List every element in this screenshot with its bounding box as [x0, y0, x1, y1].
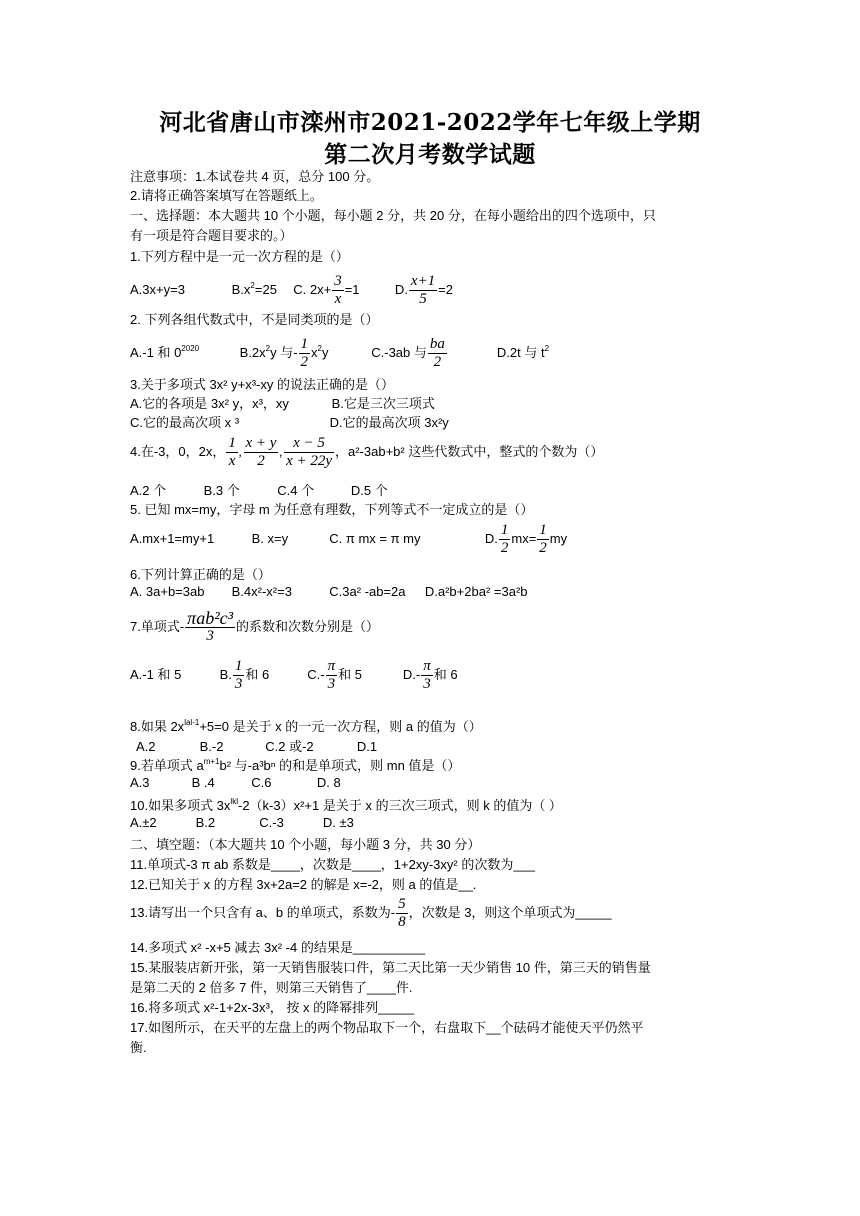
notice-line2: 2.请将正确答案填写在答题纸上。: [130, 188, 323, 203]
q1-d-fraction: $\frac{x+1}{5}$: [410, 273, 436, 308]
q6-option-c: C.3a² -ab=2a: [329, 584, 406, 599]
q3-option-c: C.它的最高次项 x ³: [130, 415, 240, 430]
q4-option-a: A.2 个: [130, 483, 167, 498]
q5-options: [130, 518, 567, 560]
q12: 12.已知关于 x 的方程 3x+2a=2 的解是 x=-2，则 a 的值是__.: [130, 877, 477, 892]
q3-option-b: B.它是三次三项式: [331, 396, 435, 411]
q8-options: [136, 736, 377, 755]
q10-option-a: A.±2: [130, 815, 157, 830]
q4-stem: 4.在-3，0，2x， $\frac{1}{x}$ , $\frac{x + y}{2}$ , $\frac{x - 5}{x + 22y}$ ，a²-3ab+b² 这些代数式中，整式的个数为（）: [130, 435, 604, 470]
q7-c-fraction: $\frac{\pi}{3}$: [327, 658, 336, 693]
q16: 16.将多项式 x²-1+2x-3x³， 按 x 的降幂排列_____: [130, 1000, 415, 1015]
q7-options: [130, 654, 458, 696]
q8-option-b: B.-2: [199, 739, 224, 754]
q2-option-a: A.-1 和 $0^{2020}$: [130, 344, 200, 360]
q9-option-b: B .4: [191, 775, 215, 790]
q6-option-a: A. 3a+b=3ab: [130, 584, 205, 599]
q3-option-a: A.它的各项是 3x² y，x³，xy: [130, 396, 289, 411]
q5-stem: 5. 已知 mx=my，字母 m 为任意有理数，下列等式不一定成立的是（）: [130, 502, 534, 517]
q1-options: [130, 266, 453, 306]
q14: 14.多项式 x² -x+5 减去 3x² -4 的结果是__________: [130, 940, 426, 955]
q7-option-c: C.- $\frac{\pi}{3}$ 和 5: [307, 658, 362, 693]
q3-options-row1: [130, 393, 435, 412]
q7-fraction: $\frac{\text{πab²c³}}{3}$: [187, 608, 233, 645]
q6-option-d: D.a²b+2ba² =3a²b: [424, 584, 528, 599]
q7-b-fraction: $\frac{1}{3}$: [234, 658, 243, 693]
q1-option-c: C. 2x+ $\frac{3}{x}$ =1: [293, 273, 360, 308]
q3-stem: 3.关于多项式 3x² y+x³-xy 的说法正确的是（）: [130, 377, 394, 392]
q17-line2: 衡.: [130, 1040, 147, 1055]
q13: 13.请写出一个只含有 a、b 的单项式，系数为- $\frac{5}{8}$ ，次数是 3，则这个单项式为_____: [130, 896, 612, 931]
q7-d-fraction: $\frac{\pi}{3}$: [423, 658, 431, 693]
q4-options: [130, 480, 388, 499]
q9-option-d: D. 8: [316, 775, 341, 790]
q10-option-b: B.2: [195, 815, 216, 830]
q15-line1: 15.某服装店新开张，第一天销售服装口件，第二天比第一天少销售 10 件，第三天的销售量: [130, 960, 651, 975]
q8-option-c: C.2 或-2: [265, 739, 314, 754]
q4-option-c: C.4 个: [277, 483, 315, 498]
q8-option-a: A.2: [136, 739, 156, 754]
q2-option-b: $B.2x^2y$ 与- $\frac{1}{2}$ $x^2y$: [239, 336, 329, 371]
q15-line2: 是第二天的 2 倍多 7 件，则第三天销售了____件.: [130, 980, 413, 995]
section1-heading-line2: 有一项是符合题目要求的。）: [130, 228, 293, 243]
section1-heading-line1: 一、选择题：本大题共 10 个小题，每小题 2 分，共 20 分，在每小题给出的四个选项中，只: [130, 208, 656, 223]
q5-option-c: C. π mx = π my: [329, 531, 421, 546]
q4-option-d: D.5 个: [350, 483, 388, 498]
q5-option-b: B. x=y: [251, 531, 289, 546]
q1-option-a: A.3x+y=3: [130, 282, 185, 297]
q9-option-a: A.3: [130, 775, 150, 790]
q4-fraction-1: $\frac{1}{x}$: [228, 435, 236, 470]
notice-line1: 注意事项：1.本试卷共 4 页，总分 100 分。: [130, 169, 380, 184]
q5-option-a: A.mx+1=my+1: [130, 531, 215, 546]
q6-stem: 6.下列计算正确的是（）: [130, 567, 271, 582]
q13-fraction: $\frac{5}{8}$: [398, 896, 406, 931]
q4-fraction-2: $\frac{x + y}{2}$: [245, 435, 277, 470]
q4-fraction-3: $\frac{x - 5}{x + 22y}$: [286, 435, 332, 470]
q7-option-b: B. $\frac{1}{3}$ 和 6: [219, 658, 270, 693]
q8-stem: 8.如果 $2x^{lal-1}+5=0$ 是关于 x 的一元一次方程，则 a 的值为（）: [130, 718, 482, 734]
q9-option-c: C.6: [251, 775, 272, 790]
q5-d-fraction-2: $\frac{1}{2}$: [539, 522, 547, 557]
q6-options: [130, 584, 528, 599]
q5-option-d: D. $\frac{1}{2}$ mx= $\frac{1}{2}$ my: [484, 522, 568, 557]
q4-option-b: B.3 个: [203, 483, 240, 498]
q3-option-d: D.它的最高次项 3x²y: [329, 415, 449, 430]
exam-title-line2: 第二次月考数学试题: [324, 141, 536, 168]
q9-options: [130, 775, 341, 790]
exam-title-line1: 河北省唐山市滦州市2021-2022学年七年级上学期: [159, 109, 701, 136]
q8-option-d: D.1: [356, 739, 378, 754]
q1-option-b: $B.x^2=25$: [231, 281, 277, 297]
q2-stem: 2. 下列各组代数式中，不是同类项的是（）: [130, 312, 379, 327]
q2-option-c: C.-3ab 与 $\frac{ba}{2}$: [371, 336, 445, 371]
q3-options-row2: [130, 412, 449, 431]
q7-option-d: D.- $\frac{\pi}{3}$ 和 6: [402, 658, 458, 693]
q10-stem: 10.如果多项式 $3x^{lkl}-2(k-3)x^2+1$ 是关于 x 的三次三项式，则 k 的值为（ ）: [130, 797, 562, 813]
section2-heading: 二、填空题：（本大题共 10 个小题，每小题 3 分，共 30 分）: [130, 837, 481, 852]
q2-b-fraction: $\frac{1}{2}$: [300, 336, 309, 371]
q11: 11.单项式-3 π ab 系数是____，次数是____，1+2xy-3xy² 的次数为___: [130, 857, 536, 872]
q2-option-d: D.2t 与 $t^2$: [496, 344, 550, 360]
q9-stem: 9.若单项式 $a^{m+1}b^2$ 与-a³bⁿ 的和是单项式，则 mn 值是（）: [130, 757, 461, 773]
q10-option-d: D. ±3: [322, 815, 354, 830]
q6-option-b: B.4x²-x²=3: [231, 584, 292, 599]
q5-d-fraction-1: $\frac{1}{2}$: [500, 522, 509, 557]
q1-option-d: D. $\frac{x+1}{5}$ =2: [394, 273, 453, 308]
q1-stem: 1.下列方程中是一元一次方程的是（）: [130, 249, 349, 264]
q7-option-a: A.-1 和 5: [130, 667, 182, 682]
q10-options: [130, 815, 354, 830]
q2-c-fraction: $\frac{ba}{2}$: [429, 336, 445, 371]
q1-c-fraction: $\frac{3}{x}$: [334, 273, 342, 308]
q17-line1: 17.如图所示，在天平的左盘上的两个物品取下一个，右盘取下__个砝码才能使天平仍然平: [130, 1020, 644, 1035]
q2-options: [130, 327, 549, 371]
q10-option-c: C.-3: [259, 815, 284, 830]
q7-stem: 7.单项式- $\frac{\text{πab²c³}}{3}$ 的系数和次数分别是（）: [130, 608, 379, 645]
